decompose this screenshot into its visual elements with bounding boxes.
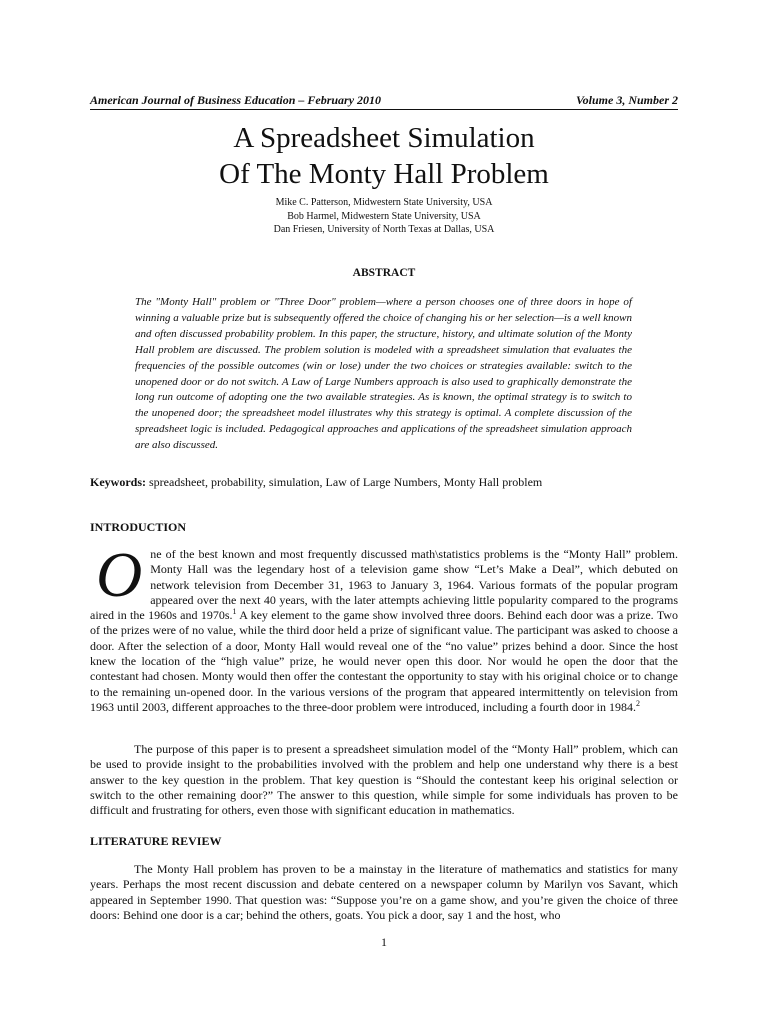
introduction-paragraph-1: [90, 539, 678, 715]
drop-cap: O: [96, 539, 143, 610]
author-3: Dan Friesen, University of North Texas at Dallas, USA: [273, 224, 495, 235]
author-1: Mike C. Patterson, Midwestern State University, USA: [275, 197, 493, 208]
intro-p1-part-a: ne of the best known and most frequently discussed math\statistics problems is the “Monty Hall” problem. Monty Hall was the legendary host of a television game show “Let’s Make a Deal”, which debuted on network television from December 31, 1963 to January 3, 1964. Various formats of the popular program appeared over the next 40 years, with the later attempts achieving little popularity compared to the programs aired in the 1960s and 1970s.: [90, 547, 678, 623]
footnote-2: 2: [635, 698, 640, 708]
running-header: [90, 93, 678, 110]
title-line-1: A Spreadsheet Simulation: [233, 122, 535, 154]
literature-review-heading: LITERATURE REVIEW: [90, 834, 222, 848]
volume-number: Volume 3, Number 2: [575, 93, 678, 107]
keywords: [90, 475, 680, 490]
abstract-heading: ABSTRACT: [352, 267, 416, 279]
introduction-heading: INTRODUCTION: [90, 520, 187, 534]
footnote-1: 1: [232, 607, 237, 617]
title-line-2: Of The Monty Hall Problem: [219, 158, 549, 190]
introduction-paragraph-2: The purpose of this paper is to present a spreadsheet simulation model of the “Monty Hall” problem, which can be used to provide insight to the probabilities involved with the problem and help one understand why there is a best answer to the key question in the problem. That key question is “Should the contestant keep his original selection or switch to the other remaining door?” The answer to this question, while simple for some individuals has proven to be difficult and frustrating for others, even those with significant education in mathematics.: [90, 742, 678, 818]
literature-paragraph-1: The Monty Hall problem has proven to be a mainstay in the literature of mathematics and statistics for many years. Perhaps the most recent discussion and debate centered on a newspaper column by Marilyn vos Savant, which appeared in September 1990. That question was: “Suppose you’re on a game show, and you’re given the choice of three doors: Behind one door is a car; behind the others, goats. You pick a door, say 1 and the host, who: [90, 862, 678, 922]
author-list: [0, 196, 768, 237]
journal-title: American Journal of Business Education – February 2010: [90, 93, 382, 107]
abstract-body: The "Monty Hall" problem or "Three Door" problem—where a person chooses one of three doors in hope of winning a valuable prize but is subsequently offered the choice of changing his or her selection—is a well known and often discussed probability problem. In this paper, the structure, history, and ultimate solution of the Monty Hall problem are discussed. The problem solution is modeled with a spreadsheet simulation that evaluates the frequencies of the possible outcomes (win or lose) under the two choices or strategies available: switch to the unopened door or do not switch. A Law of Large Numbers approach is also used to graphically demonstrate the long run outcome of adopting one the two available strategies. As is known, the optimal strategy is to switch to the unopened door; the spreadsheet model illustrates why this strategy is optimal. A complete discussion of the spreadsheet logic is included. Pedagogical approaches and applications of the spreadsheet simulation approach are also discussed.: [135, 296, 632, 452]
keywords-text: spreadsheet, probability, simulation, Law of Large Numbers, Monty Hall problem: [149, 475, 543, 489]
keywords-label: Keywords:: [90, 475, 146, 489]
paper-title: [0, 120, 768, 192]
author-2: Bob Harmel, Midwestern State University, USA: [287, 210, 481, 222]
page-number: 1: [381, 935, 387, 949]
intro-p1-part-b: A key element to the game show involved three doors. Behind each door was a prize. Two of the prizes were of no value, while the third door held a prize of significant value. The participant was asked to choose a door. After the selection of a door, Monty Hall would reveal one of the “no value” prizes behind a door. Since the host knew the location of the “high value” prize, he would never open this door. Nor would he open the door that the contestant had chosen. Monty would then offer the contestant the opportunity to stay with his original choice or to change to the remaining un-opened door. In the various versions of the program that appeared intermittently on television from 1963 until 2003, different approaches to the three-door problem were introduced, including a fourth door in 1984.: [90, 608, 678, 714]
